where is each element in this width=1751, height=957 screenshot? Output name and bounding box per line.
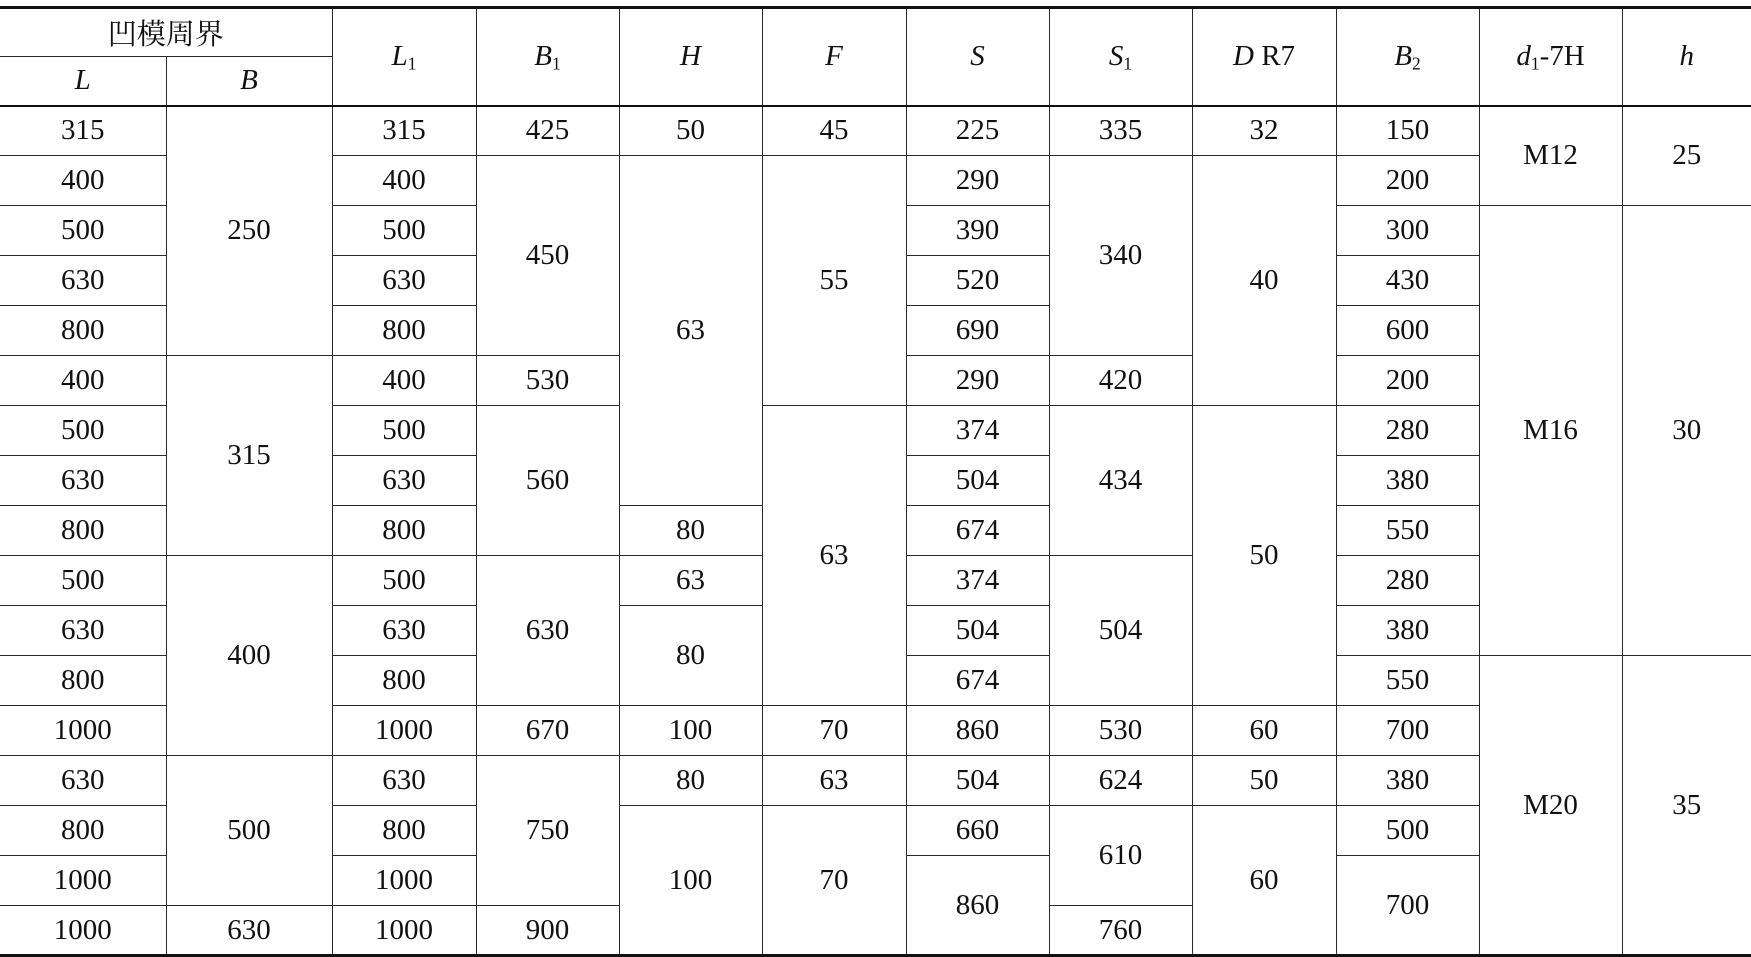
cell-B2: 600 <box>1336 306 1479 356</box>
cell-B2: 700 <box>1336 706 1479 756</box>
cell-B2: 430 <box>1336 256 1479 306</box>
cell-F: 45 <box>762 106 906 156</box>
cell-F: 70 <box>762 806 906 956</box>
cell-L1: 630 <box>332 756 476 806</box>
cell-B1: 530 <box>476 356 619 406</box>
cell-L1: 1000 <box>332 856 476 906</box>
cell-S: 860 <box>906 706 1049 756</box>
cell-S1: 504 <box>1049 556 1192 706</box>
cell-L1: 315 <box>332 106 476 156</box>
cell-h: 25 <box>1622 106 1751 206</box>
cell-S: 390 <box>906 206 1049 256</box>
cell-B2: 200 <box>1336 156 1479 206</box>
cell-L: 500 <box>0 556 166 606</box>
cell-S1: 420 <box>1049 356 1192 406</box>
header-S: S <box>906 8 1049 106</box>
cell-d1: M12 <box>1479 106 1622 206</box>
cell-D: 40 <box>1192 156 1336 406</box>
cell-B2: 380 <box>1336 756 1479 806</box>
cell-B2: 280 <box>1336 556 1479 606</box>
cell-L: 1000 <box>0 906 166 956</box>
cell-B2: 280 <box>1336 406 1479 456</box>
header-B: B <box>166 57 332 106</box>
table-row <box>0 106 1751 156</box>
cell-L1: 500 <box>332 406 476 456</box>
cell-S: 690 <box>906 306 1049 356</box>
cell-L1: 630 <box>332 606 476 656</box>
header-S1: $S_1$ <box>1049 8 1192 106</box>
cell-B2: 550 <box>1336 656 1479 706</box>
cell-B2: 380 <box>1336 606 1479 656</box>
cell-L1: 800 <box>332 506 476 556</box>
cell-L: 800 <box>0 656 166 706</box>
cell-B: 250 <box>166 106 332 356</box>
cell-S1: 335 <box>1049 106 1192 156</box>
header-L1: $L_1$ <box>332 8 476 106</box>
cell-L: 400 <box>0 356 166 406</box>
cell-S: 290 <box>906 156 1049 206</box>
cell-D: 60 <box>1192 806 1336 956</box>
cell-h: 35 <box>1622 656 1751 956</box>
cell-L: 630 <box>0 756 166 806</box>
cell-S1: 624 <box>1049 756 1192 806</box>
cell-L1: 1000 <box>332 906 476 956</box>
cell-B: 315 <box>166 356 332 556</box>
header-H: H <box>619 8 762 106</box>
cell-F: 63 <box>762 406 906 706</box>
cell-L1: 800 <box>332 306 476 356</box>
cell-L: 1000 <box>0 856 166 906</box>
cell-S: 290 <box>906 356 1049 406</box>
cell-F: 55 <box>762 156 906 406</box>
cell-B2: 150 <box>1336 106 1479 156</box>
cell-B2: 300 <box>1336 206 1479 256</box>
cell-B1: 425 <box>476 106 619 156</box>
cell-B2: 500 <box>1336 806 1479 856</box>
cell-L: 630 <box>0 256 166 306</box>
cell-B1: 630 <box>476 556 619 706</box>
cell-S: 374 <box>906 406 1049 456</box>
header-B2: $B_2$ <box>1336 8 1479 106</box>
cell-H: 63 <box>619 156 762 506</box>
cell-L1: 1000 <box>332 706 476 756</box>
cell-S1: 434 <box>1049 406 1192 556</box>
header-row-1 <box>0 8 1751 57</box>
cell-B2: 380 <box>1336 456 1479 506</box>
cell-S: 860 <box>906 856 1049 956</box>
cell-L: 1000 <box>0 706 166 756</box>
cell-H: 100 <box>619 706 762 756</box>
cell-B: 500 <box>166 756 332 906</box>
cell-L1: 500 <box>332 556 476 606</box>
cell-S1: 340 <box>1049 156 1192 356</box>
cell-L: 400 <box>0 156 166 206</box>
cell-L1: 630 <box>332 256 476 306</box>
cell-L1: 400 <box>332 356 476 406</box>
cell-S: 504 <box>906 456 1049 506</box>
cell-L: 800 <box>0 506 166 556</box>
cell-S1: 760 <box>1049 906 1192 956</box>
cell-H: 80 <box>619 756 762 806</box>
cell-S: 225 <box>906 106 1049 156</box>
cell-B2: 200 <box>1336 356 1479 406</box>
cell-D: 60 <box>1192 706 1336 756</box>
cell-S1: 610 <box>1049 806 1192 906</box>
cell-H: 50 <box>619 106 762 156</box>
cell-D: 32 <box>1192 106 1336 156</box>
cell-B1: 670 <box>476 706 619 756</box>
cell-L: 500 <box>0 406 166 456</box>
cell-L1: 500 <box>332 206 476 256</box>
cell-B1: 750 <box>476 756 619 906</box>
die-set-dimension-table <box>0 6 1751 957</box>
cell-S: 660 <box>906 806 1049 856</box>
cell-L: 315 <box>0 106 166 156</box>
cell-S: 674 <box>906 506 1049 556</box>
cell-S: 520 <box>906 256 1049 306</box>
cell-D: 50 <box>1192 756 1336 806</box>
cell-H: 80 <box>619 506 762 556</box>
header-D: D R7 <box>1192 8 1336 106</box>
cell-S: 374 <box>906 556 1049 606</box>
cell-B: 630 <box>166 906 332 956</box>
cell-S1: 530 <box>1049 706 1192 756</box>
cell-h: 30 <box>1622 206 1751 656</box>
cell-B2: 550 <box>1336 506 1479 556</box>
header-d1: $d_1-7H$ <box>1479 8 1622 106</box>
cell-L: 630 <box>0 606 166 656</box>
cell-S: 504 <box>906 756 1049 806</box>
cell-L1: 800 <box>332 656 476 706</box>
cell-S: 674 <box>906 656 1049 706</box>
cell-B1: 900 <box>476 906 619 956</box>
cell-B2: 700 <box>1336 856 1479 956</box>
header-die-perimeter: 凹模周界 <box>0 8 332 57</box>
header-B1: $B_1$ <box>476 8 619 106</box>
cell-L1: 400 <box>332 156 476 206</box>
header-h: h <box>1622 8 1751 106</box>
cell-H: 100 <box>619 806 762 956</box>
header-L: L <box>0 57 166 106</box>
cell-L: 500 <box>0 206 166 256</box>
cell-D: 50 <box>1192 406 1336 706</box>
cell-H: 80 <box>619 606 762 706</box>
cell-H: 63 <box>619 556 762 606</box>
cell-F: 70 <box>762 706 906 756</box>
cell-S: 504 <box>906 606 1049 656</box>
cell-B: 400 <box>166 556 332 756</box>
header-F: F <box>762 8 906 106</box>
cell-L1: 800 <box>332 806 476 856</box>
cell-B1: 560 <box>476 406 619 556</box>
cell-L: 800 <box>0 806 166 856</box>
cell-d1: M20 <box>1479 656 1622 956</box>
cell-d1: M16 <box>1479 206 1622 656</box>
cell-L: 800 <box>0 306 166 356</box>
cell-L: 630 <box>0 456 166 506</box>
cell-L1: 630 <box>332 456 476 506</box>
cell-B1: 450 <box>476 156 619 356</box>
cell-F: 63 <box>762 756 906 806</box>
